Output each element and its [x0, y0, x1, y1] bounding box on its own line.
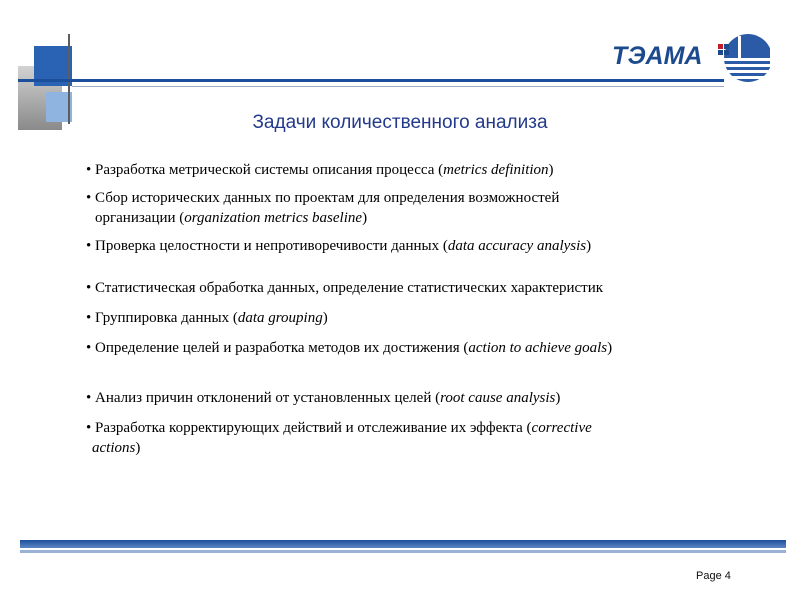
bullet-icon: • — [86, 420, 92, 436]
page-title: Задачи количественного анализа — [252, 112, 548, 133]
footer-rule — [20, 540, 786, 548]
list-item: • Определение целей и разработка методов их достижения (action to achieve goals) — [86, 340, 613, 356]
list-item: • Сбор исторических данных по проектам для определения возможностей организации (organization metrics baseline) — [86, 190, 560, 226]
logo-text: ТЭАМА — [612, 42, 703, 70]
list-item: • Проверка целостности и непротиворечивости данных (data accuracy analysis) — [86, 238, 592, 254]
bullet-icon: • — [86, 190, 92, 206]
bullet-icon: • — [86, 390, 92, 406]
list-item: • Статистическая обработка данных, определение статистических характеристик — [86, 280, 604, 296]
list-item: • Анализ причин отклонений от установленных целей (root cause analysis) — [86, 390, 561, 406]
bullet-icon: • — [86, 280, 92, 296]
list-item: • Разработка корректирующих действий и отслеживание их эффекта (corrective actions) — [86, 420, 592, 456]
footer-rule-thin — [20, 550, 786, 553]
globe-icon — [718, 28, 770, 88]
list-item: • Группировка данных (data grouping) — [86, 310, 328, 326]
company-logo — [608, 28, 770, 90]
list-item: • Разработка метрической системы описания процесса (metrics definition) — [86, 162, 554, 178]
bullet-icon: • — [86, 238, 92, 254]
page-number: Page 4 — [696, 570, 731, 582]
bullet-icon: • — [86, 340, 92, 356]
bullet-icon: • — [86, 310, 92, 326]
bullet-icon: • — [86, 162, 92, 178]
